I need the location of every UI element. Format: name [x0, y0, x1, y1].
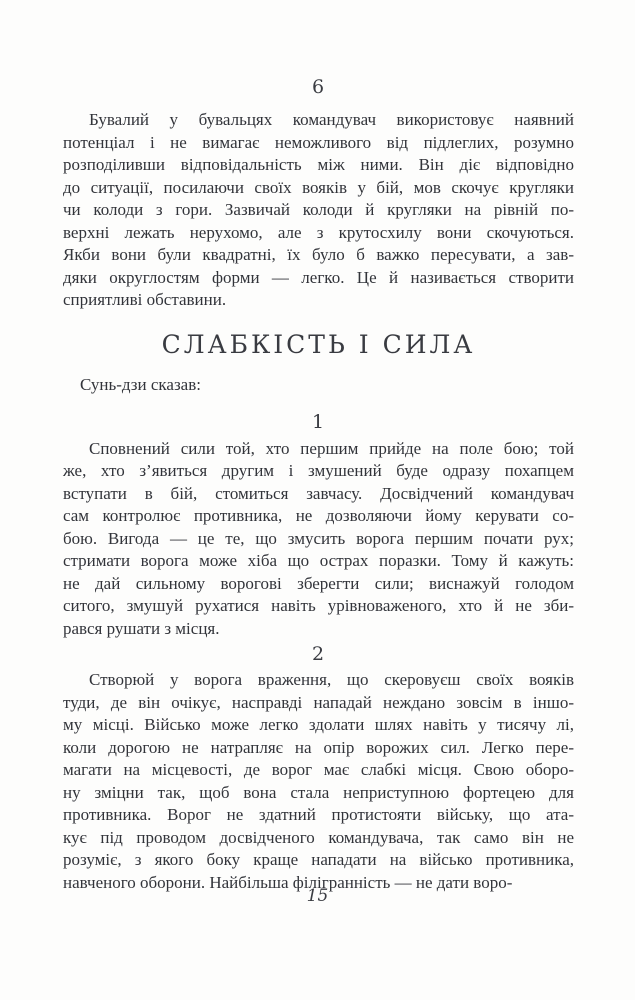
text-line: сам контролює противника, не дозволяючи йому керувати со-: [63, 506, 574, 525]
text-line: Створюй у ворога враження, що скеровуєш своїх вояків: [89, 670, 574, 689]
text-line: Бувалий у бувальцях командувач використовує наявний: [89, 110, 574, 129]
text-line: противника. Ворог не здатний протистояти війську, що ата-: [63, 805, 574, 824]
text-line: до ситуації, посилаючи своїх вояків у бій, мов скочує кругляки: [63, 177, 574, 197]
chapter-title: СЛАБКІСТЬ І СИЛА: [161, 329, 476, 359]
text-line: не дай сильному ворогові зберегти сили; виснажуй голодом: [63, 573, 574, 593]
text-line: магати на місцевості, де ворог має слабкі місця. Свою оборо-: [63, 760, 574, 779]
paragraph-section1: [63, 438, 574, 641]
section-number-6: 6: [311, 76, 326, 98]
text-line: му місці. Військо може легко здолати шлях навіть у тисячу лі,: [63, 715, 574, 734]
text-line: дяки округлостям форми — легко. Це й називається створити: [63, 267, 574, 287]
text-line: ну зміцни так, щоб вона стала неприступною фортецею для: [63, 782, 574, 802]
text-line: же, хто з’явиться другим і змушений буде одразу похапцем: [63, 461, 574, 480]
text-line: Якби вони були квадратні, їх було б важко пересувати, а зав-: [63, 245, 574, 264]
text-line: коли дорогою не натрапляє на опір ворожих сил. Легко пере-: [63, 737, 574, 757]
attribution-line: Сунь-дзи сказав:: [80, 374, 201, 394]
text-line: вступати в бій, стомиться завчасу. Досвідчений командувач: [63, 483, 574, 503]
text-line: кує під проводом досвідченого командувача, так само він не: [63, 827, 574, 847]
paragraph-chapter6-ending: [63, 109, 574, 312]
text-line: розуміє, з якого боку краще нападати на військо противника,: [63, 850, 574, 869]
text-line: сприятливі обставини.: [63, 290, 227, 309]
paragraph-section2: [63, 669, 574, 894]
text-line: потенціал і не вимагає неможливого від підлеглих, розумно: [63, 132, 574, 152]
text-line: навченого оборони. Найбільша філігранність — не дати воро-: [63, 872, 513, 892]
text-line: бою. Вигода — це те, що змусить ворога першим почати рух;: [63, 528, 574, 548]
section-number-1: 1: [311, 410, 326, 433]
text-line: ситого, змушуй рухатися навіть урівноваженого, хто й не зби-: [63, 596, 574, 615]
text-line: стримати ворога може хіба що острах поразки. Тому й кажуть:: [63, 551, 574, 570]
page-number: 15: [306, 886, 329, 906]
text-line: верхні лежать нерухомо, але з крутосхилу вони скочуються.: [63, 222, 574, 242]
text-line: Сповнений сили той, хто першим прийде на поле бою; той: [89, 438, 574, 458]
text-line: туди, де він очікує, насправді нападай неждано зовсім в іншо-: [63, 692, 574, 712]
section-number-2: 2: [311, 643, 326, 665]
text-line: чи колоди з гори. Зазвичай колоди й кругляки на рівній по-: [63, 200, 574, 219]
text-line: рався рушати з місця.: [63, 618, 220, 638]
text-line: розподіливши відповідальність між ними. Він діє відповідно: [63, 155, 574, 174]
